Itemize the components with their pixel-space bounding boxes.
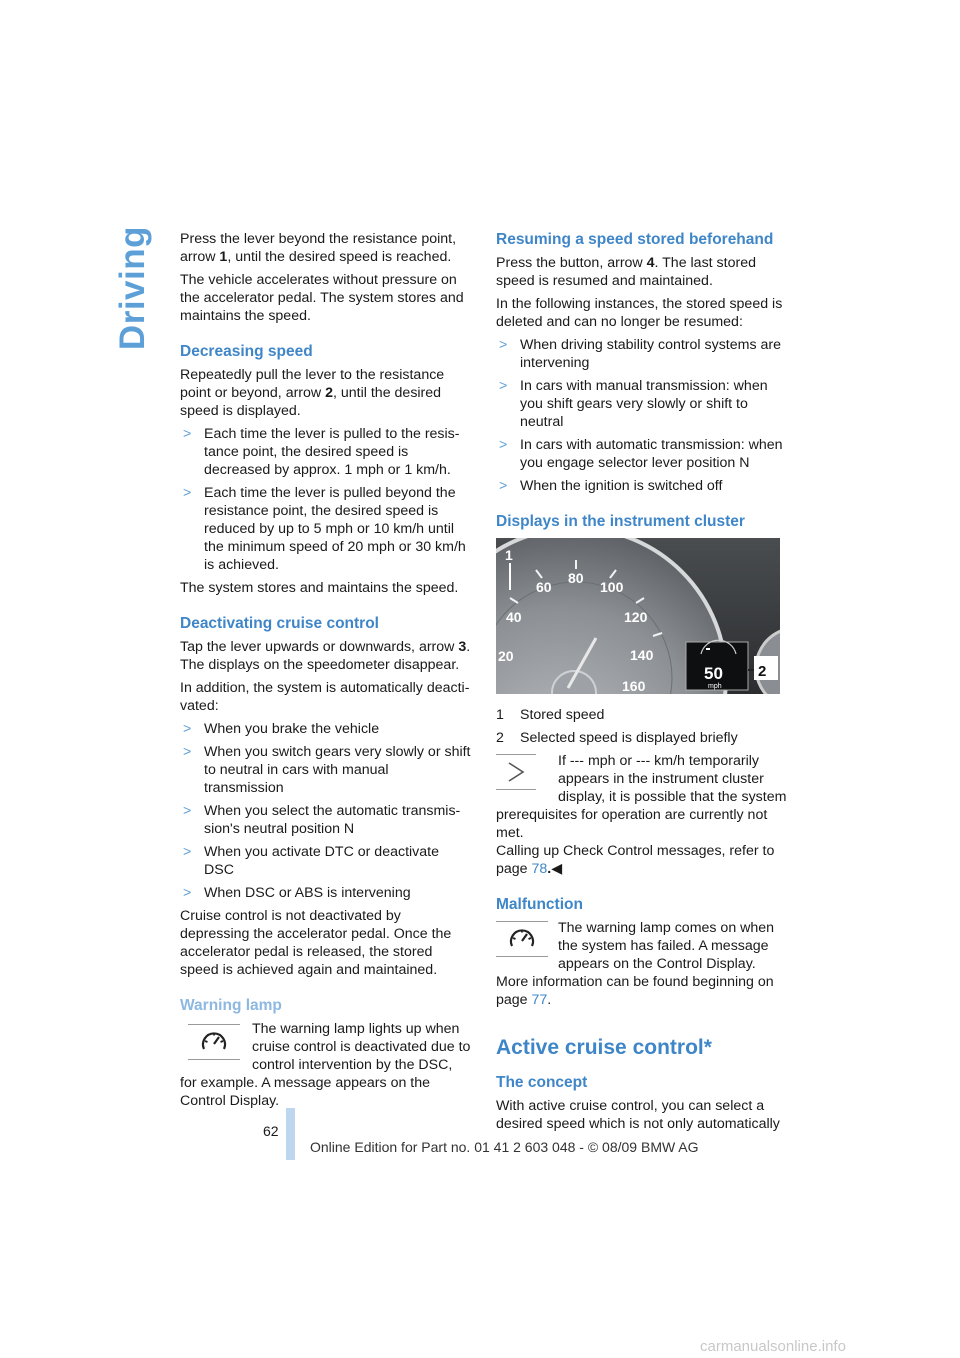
instrument-cluster-image — [496, 538, 790, 694]
list-item: > When driving stability control systems are intervening — [499, 337, 781, 371]
list-item: > In cars with automatic transmission: when you engage selector lever position N — [499, 437, 783, 471]
watermark: carmanualsonline.info — [700, 1338, 846, 1355]
image-callout: 2 — [758, 663, 767, 680]
right-column — [496, 230, 790, 1138]
bullet-marker-icon: > — [183, 885, 192, 901]
list-item: > In cars with manual transmission: when you shift gears very slowly or shift to neutral — [499, 378, 768, 430]
list-item: > Each time the lever is pulled beyond the resistance point, the desired speed is reduced by up to 5 mph or 10 km/h until the minimum speed of 20 mph or 30 km/h is achieved. — [183, 485, 466, 573]
speedo-label: 100 — [600, 579, 624, 595]
heading-the-concept: The concept — [496, 1074, 588, 1091]
note-block — [496, 752, 790, 878]
bullet-list — [496, 336, 790, 495]
bullet-marker-icon: > — [183, 426, 192, 442]
paragraph: The vehicle accelerates without pressure on the accelerator pedal. The system stores and maintains the speed. — [180, 272, 464, 324]
list-item: 1 Stored speed — [496, 707, 605, 723]
bullet-marker-icon: > — [183, 803, 192, 819]
cruise-control-warning-icon — [188, 1024, 240, 1060]
speedo-label: 40 — [506, 609, 522, 625]
display-unit: mph — [708, 683, 722, 690]
bullet-list — [180, 720, 472, 902]
warning-lamp-block — [180, 1020, 472, 1110]
paragraph: The warning lamp comes on when the system has failed. A message appears on the Control Display. More information can be found beginning on page 77. — [496, 920, 775, 1008]
speedo-label: 80 — [568, 570, 584, 586]
paragraph: The system stores and maintains the speed. — [180, 580, 459, 596]
paragraph: With active cruise control, you can select a desired speed which is not only automatically — [496, 1098, 780, 1132]
cruise-control-malfunction-icon — [496, 921, 548, 957]
heading-displays: Displays in the instrument cluster — [496, 513, 745, 530]
paragraph: Press the button, arrow 4. The last stored speed is resumed and maintained. — [496, 255, 756, 289]
bullet-marker-icon: > — [183, 485, 192, 501]
heading-warning-lamp: Warning lamp — [180, 997, 282, 1014]
speedo-label: 160 — [622, 678, 646, 694]
list-item: > Each time the lever is pulled to the resistance point, the desired speed is decreased by approx. 1 mph or 1 km/h. — [183, 426, 460, 478]
list-item: > When the ignition is switched off — [499, 478, 723, 494]
speedo-label: 120 — [624, 609, 648, 625]
paragraph: The warning lamp lights up when cruise control is deactivated due to control intervention by the DSC, for example. A message appears on the Control Display. — [180, 1021, 471, 1109]
bullet-list — [180, 425, 472, 574]
paragraph: In the following instances, the stored speed is deleted and can no longer be resumed: — [496, 296, 783, 330]
paragraph: Cruise control is not deactivated by depressing the accelerator pedal. Once the accelerator pedal is released, the stored speed is achieved again and maintained. — [180, 908, 452, 978]
note-triangle-icon — [496, 754, 536, 790]
paragraph: If --- mph or --- km/h temporarily appears in the instrument cluster display, it is possible that the system prerequisites for operation are currently not met. — [496, 753, 787, 841]
speedo-label: 60 — [536, 579, 552, 595]
list-item: > When you switch gears very slowly or shift to neutral in cars with manual transmission — [183, 744, 471, 796]
heading-malfunction: Malfunction — [496, 896, 583, 913]
list-item: > When you brake the vehicle — [183, 721, 380, 737]
bullet-marker-icon: > — [499, 437, 508, 453]
footer-edition: Online Edition for Part no. 01 41 2 603 048 - © 08/09 BMW AG — [310, 1139, 699, 1155]
page-number: 62 — [263, 1123, 279, 1139]
list-item: > When DSC or ABS is intervening — [183, 885, 411, 901]
heading-active-cruise-control: Active cruise control* — [496, 1036, 712, 1059]
paragraph: Repeatedly pull the lever to the resistance point or beyond, arrow 2, until the desired speed is displayed. — [180, 367, 445, 419]
heading-deactivating: Deactivating cruise control — [180, 615, 379, 632]
speedo-label: 20 — [498, 648, 514, 664]
bullet-marker-icon: > — [499, 478, 508, 494]
paragraph: In addition, the system is automatically deactivated: — [180, 680, 470, 714]
malfunction-block — [496, 919, 790, 1009]
left-column — [180, 230, 472, 1115]
bullet-marker-icon: > — [183, 844, 192, 860]
list-item: > When you activate DTC or deactivate DSC — [183, 844, 439, 878]
bullet-marker-icon: > — [183, 744, 192, 760]
speedo-label: 140 — [630, 647, 654, 663]
page-link-77[interactable]: 77 — [531, 992, 548, 1008]
image-callout: 1 — [505, 547, 513, 563]
bullet-marker-icon: > — [499, 378, 508, 394]
bullet-marker-icon: > — [499, 337, 508, 353]
paragraph: Tap the lever upwards or downwards, arrow 3. The displays on the speedometer disappear. — [180, 639, 471, 673]
section-tab: Driving — [113, 226, 152, 351]
list-item: > When you select the automatic transmission's neutral position N — [183, 803, 461, 837]
page-link-78[interactable]: 78 — [531, 861, 548, 877]
paragraph: Calling up Check Control messages, refer to page 78.◀ — [496, 843, 775, 877]
bullet-marker-icon: > — [183, 721, 192, 737]
list-item: 2 Selected speed is displayed briefly — [496, 730, 738, 746]
paragraph: Press the lever beyond the resistance point, arrow 1, until the desired speed is reached. — [180, 231, 457, 265]
display-value: 50 — [704, 664, 723, 683]
heading-decreasing-speed: Decreasing speed — [180, 343, 313, 360]
footer-bar — [286, 1108, 295, 1160]
heading-resuming: Resuming a speed stored beforehand — [496, 231, 774, 248]
